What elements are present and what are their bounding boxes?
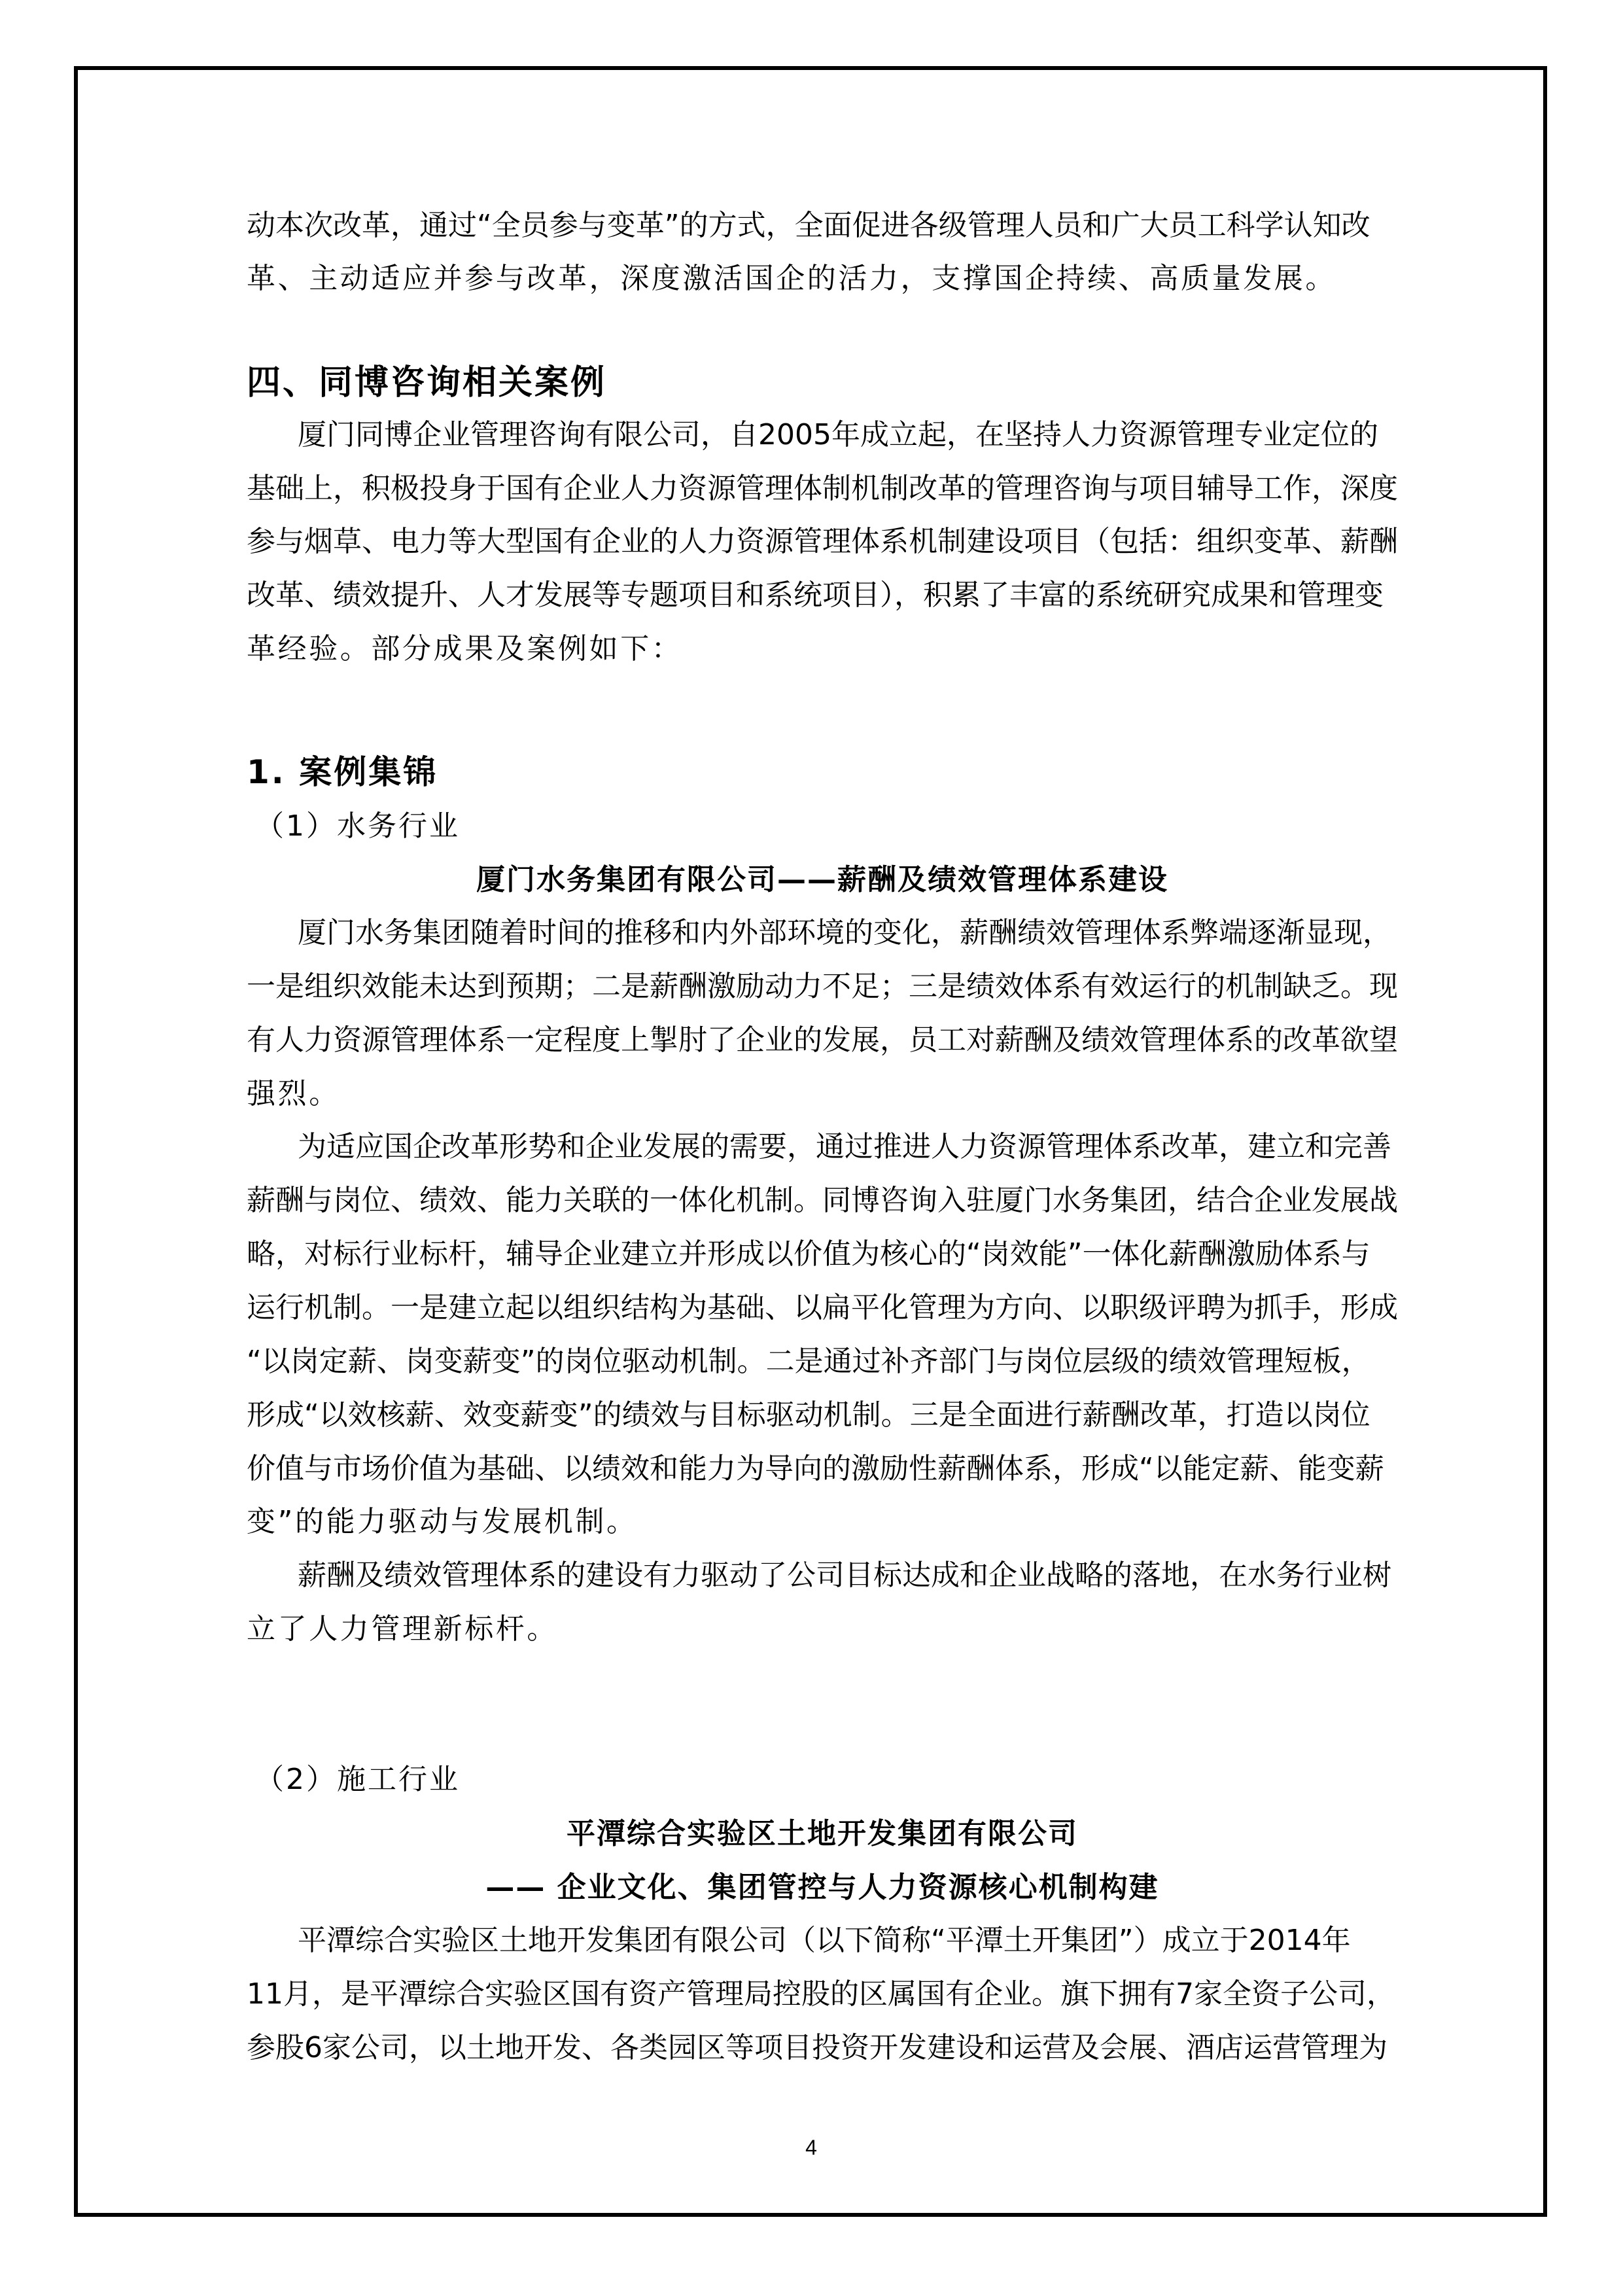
paragraph-line: 薪酬及绩效管理体系的建设有力驱动了公司目标达成和企业战略的落地，在水务行业树 [298,1559,1391,1592]
paragraph-line: 基础上，积极投身于国有企业人力资源管理体制机制改革的管理咨询与项目辅导工作，深度 [247,472,1398,505]
paragraph-line: 参与烟草、电力等大型国有企业的人力资源管理体系机制建设项目（包括：组织变革、薪酬 [247,525,1398,558]
paragraph-line: 价值与市场价值为基础、以绩效和能力为导向的激励性薪酬体系，形成“以能定薪、能变薪 [247,1452,1384,1485]
case-subtitle: —— 企业文化、集团管控与人力资源核心机制构建 [485,1871,1159,1904]
paragraph-line: 运行机制。一是建立起以组织结构为基础、以扁平化管理为方向、以职级评聘为抓手，形成 [247,1291,1398,1324]
case-title: 厦门水务集团有限公司——薪酬及绩效管理体系建设 [476,863,1168,896]
paragraph-line: 厦门水务集团随着时间的推移和内外部环境的变化，薪酬绩效管理体系弊端逐渐显现， [298,916,1391,949]
paragraph-line: “以岗定薪、岗变薪变”的岗位驱动机制。二是通过补齐部门与岗位层级的绩效管理短板， [247,1345,1370,1378]
paragraph-line: 一是组织效能未达到预期；二是薪酬激励动力不足；三是绩效体系有效运行的机制缺乏。现 [247,970,1398,1003]
section-heading: 四、同博咨询相关案例 [247,363,607,402]
subsection-heading: 1. 案例集锦 [247,753,438,791]
paragraph-line: 为适应国企改革形势和企业发展的需要，通过推进人力资源管理体系改革，建立和完善 [298,1130,1391,1163]
intro-line: 革、主动适应并参与改革，深度激活国企的活力，支撑国企持续、高质量发展。 [247,262,1336,295]
page-number: 4 [805,2136,817,2159]
case-title: 平潭综合实验区土地开发集团有限公司 [567,1817,1078,1850]
paragraph-line: 参股6家公司，以土地开发、各类园区等项目投资开发建设和运营及会展、酒店运营管理为 [247,2031,1387,2064]
paragraph-line: 略，对标行业标杆，辅导企业建立并形成以价值为核心的“岗效能”一体化薪酬激励体系与 [247,1237,1370,1271]
industry-heading: （2）施工行业 [255,1763,460,1796]
paragraph-line: 立了人力管理新标杆。 [247,1612,558,1646]
paragraph-line: 有人力资源管理体系一定程度上掣肘了企业的发展，员工对薪酬及绩效管理体系的改革欲望 [247,1023,1398,1057]
paragraph-line: 变”的能力驱动与发展机制。 [247,1505,638,1538]
paragraph-line: 平潭综合实验区土地开发集团有限公司（以下简称“平潭土开集团”）成立于2014年 [298,1924,1351,1957]
industry-heading: （1）水务行业 [255,809,460,843]
paragraph-line: 形成“以效核薪、效变薪变”的绩效与目标驱动机制。三是全面进行薪酬改革，打造以岗位 [247,1398,1370,1432]
paragraph-line: 改革、绩效提升、人才发展等专题项目和系统项目），积累了丰富的系统研究成果和管理变 [247,578,1384,612]
intro-line: 动本次改革，通过“全员参与变革”的方式，全面促进各级管理人员和广大员工科学认知改 [247,209,1370,242]
paragraph-line: 薪酬与岗位、绩效、能力关联的一体化机制。同博咨询入驻厦门水务集团，结合企业发展战 [247,1184,1398,1217]
paragraph-line: 革经验。部分成果及案例如下： [247,632,683,665]
paragraph-line: 强烈。 [247,1077,340,1110]
paragraph-line: 11月，是平潭综合实验区国有资产管理局控股的区属国有企业。旗下拥有7家全资子公司， [247,1977,1395,2011]
paragraph-line: 厦门同博企业管理咨询有限公司，自2005年成立起，在坚持人力资源管理专业定位的 [298,418,1378,451]
